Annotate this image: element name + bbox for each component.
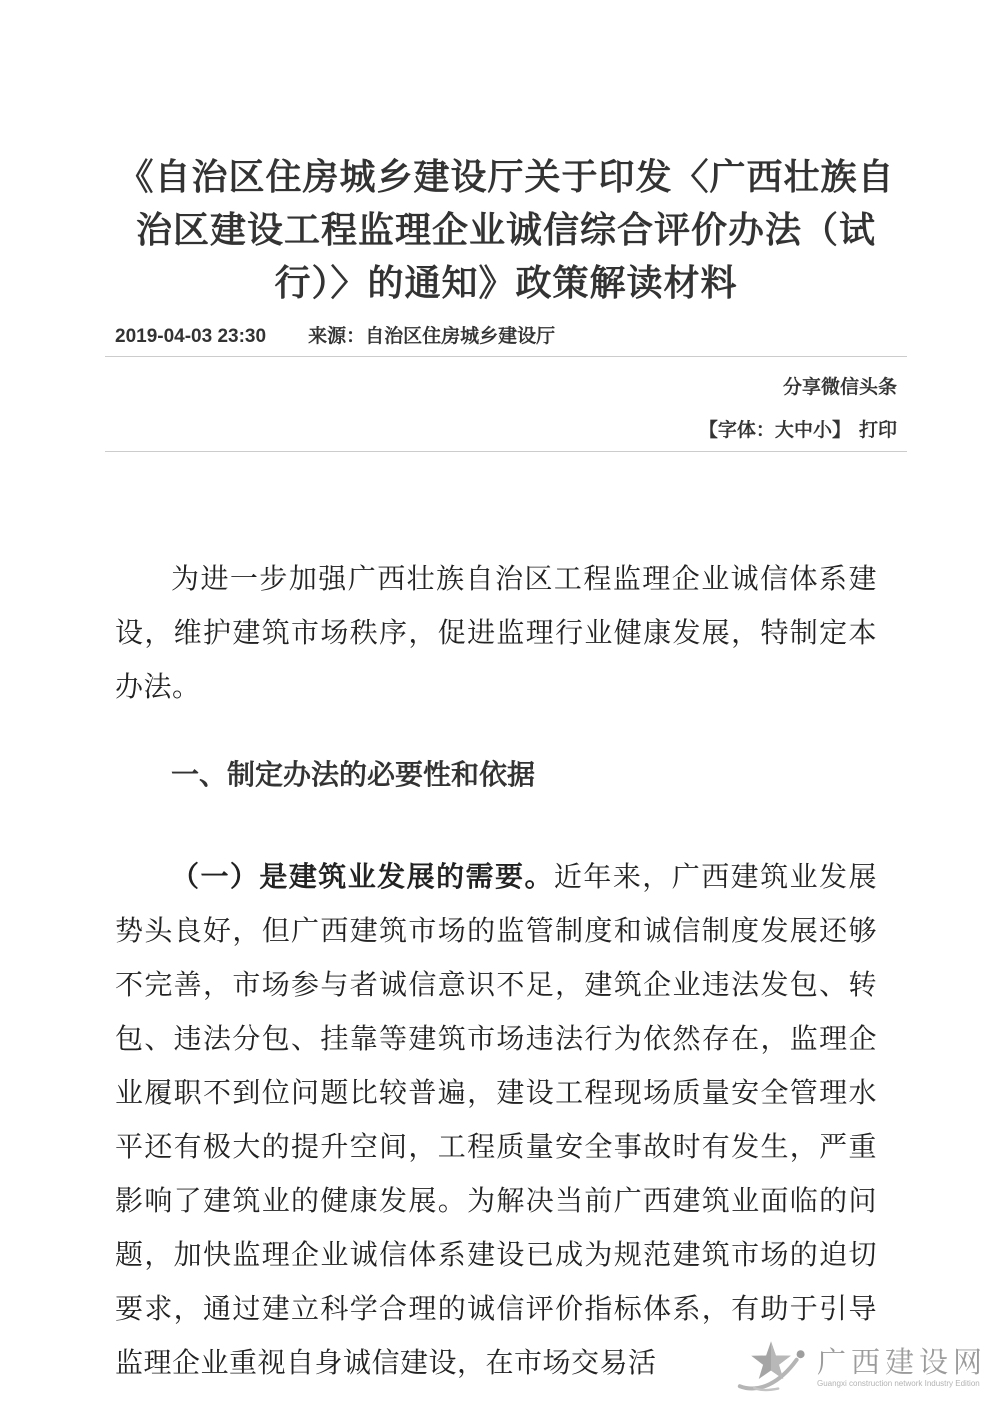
paragraph-text: 近年来，广西建筑业发展势头良好，但广西建筑市场的监管制度和诚信制度发展还够不完善，市场参与者诚信意识不足，建筑企业违法发包、转包、违法分包、挂靠等建筑市场违法行为依然存在，监理企业履职不到位问题比较普遍，建设工程现场质量安全管理水平还有极大的提升空间，工程质量安全事故时有发生，严重影响了建筑业的健康发展。为解决当前广西建筑业面临的问题，加快监理企业诚信体系建设已成为规范建筑市场的迫切要求，通过建立科学合理的诚信评价指标体系，有助于引导监理企业重视自身诚信建设，在市场交易活 bbox=[115, 860, 877, 1379]
font-size-small-button[interactable]: 小 bbox=[812, 420, 832, 441]
source-name: 自治区住房城乡建设厅 bbox=[365, 326, 556, 347]
source-label: 来源： bbox=[308, 326, 366, 347]
article-page bbox=[105, 0, 907, 1390]
page-title-line-3: 行）〉的通知》政策解读材料 bbox=[274, 262, 738, 303]
article-meta bbox=[105, 317, 907, 357]
watermark-text bbox=[817, 1346, 987, 1388]
site-watermark bbox=[735, 1336, 987, 1398]
print-button[interactable]: 打印 bbox=[858, 420, 897, 441]
page-title bbox=[105, 0, 907, 309]
share-label: 分享 bbox=[782, 377, 821, 398]
share-bar bbox=[105, 357, 907, 399]
font-size-bar bbox=[105, 399, 907, 452]
page-title-line-2: 治区建设工程监理企业诚信综合评价办法（试 bbox=[135, 209, 876, 250]
font-size-large-button[interactable]: 大 bbox=[774, 420, 794, 441]
font-size-suffix: 】 bbox=[831, 420, 851, 441]
watermark-caption: Guangxi construction network Industry Edition bbox=[816, 1379, 980, 1388]
intro-paragraph: 为进一步加强广西壮族自治区工程监理企业诚信体系建设，维护建筑市场秩序，促进监理行业健康发展，特制定本办法。 bbox=[115, 562, 877, 703]
font-size-medium-button[interactable]: 中 bbox=[793, 420, 813, 441]
page-title-line-1: 《自治区住房城乡建设厅关于印发〈广西壮族自 bbox=[117, 156, 895, 197]
font-size-prefix: 【字体： bbox=[698, 420, 775, 441]
watermark-site-name: 广西建设网 bbox=[816, 1345, 987, 1379]
share-toutiao-link[interactable]: 头条 bbox=[858, 377, 897, 398]
publish-timestamp: 2019-04-03 23:30 bbox=[115, 326, 267, 347]
star-logo-icon bbox=[735, 1336, 815, 1398]
share-wechat-link[interactable]: 微信 bbox=[820, 377, 859, 398]
section-1-paragraph-1 bbox=[115, 850, 877, 1390]
section-1-heading: 一、制定办法的必要性和依据 bbox=[171, 759, 536, 790]
article-body bbox=[105, 552, 907, 1390]
paragraph-lead: （一）是建筑业发展的需要。 bbox=[171, 860, 554, 893]
